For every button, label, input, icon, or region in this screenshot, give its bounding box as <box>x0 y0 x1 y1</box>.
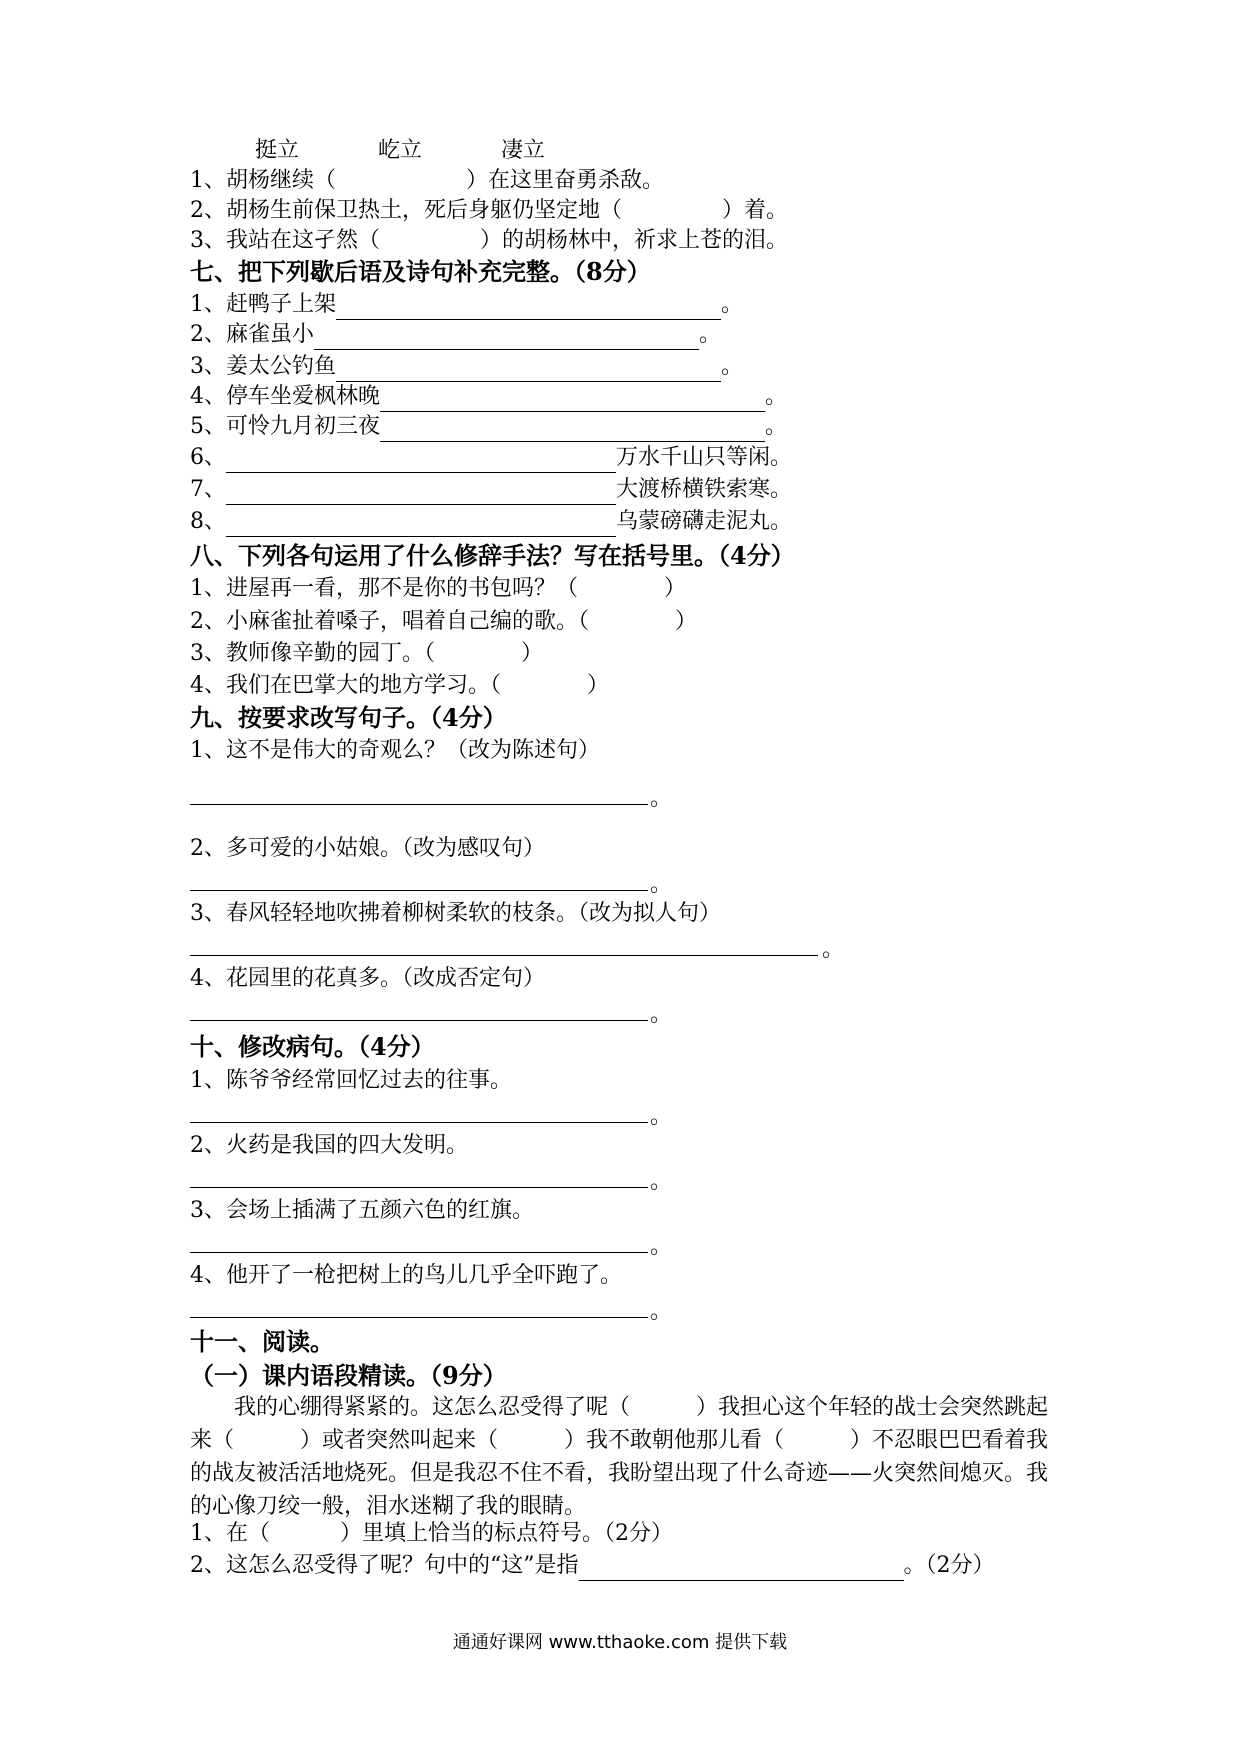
answer-line[interactable] <box>226 448 616 473</box>
item-text: 2、小麻雀扯着嗓子，唱着自己编的歌。（ <box>190 609 589 634</box>
question-text: 2、火药是我国的四大发明。 <box>190 1133 468 1158</box>
answer-line[interactable] <box>190 780 648 805</box>
item-text: 2、胡杨生前保卫热土，死后身躯仍坚定地（ <box>190 198 622 223</box>
answer-line[interactable] <box>190 996 648 1021</box>
fill-item <box>190 671 609 701</box>
item-text: 6、 <box>190 445 226 470</box>
fill-item <box>190 412 787 442</box>
word-option: 凄立 <box>501 138 546 163</box>
question-text: 3、春风轻轻地吹拂着柳树柔软的枝条。（改为拟人句） <box>190 901 721 926</box>
section-heading: 九、按要求改写句子。（4分） <box>190 703 507 732</box>
word-option: 挺立 <box>255 138 300 163</box>
item-text: 。 <box>765 414 788 439</box>
item-text: 1、进屋再一看，那不是你的书包吗？（ <box>190 576 578 601</box>
answer-line[interactable] <box>226 480 616 505</box>
answer-line[interactable] <box>336 295 721 320</box>
fill-item <box>190 290 743 320</box>
item-text: 4、我们在巴掌大的地方学习。（ <box>190 673 501 698</box>
item-text: 1、赶鸭子上架 <box>190 292 336 317</box>
item-text: 1、在（ <box>190 1521 270 1546</box>
fill-item <box>190 382 787 412</box>
item-text: 5、可怜九月初三夜 <box>190 414 380 439</box>
item-text: 。 <box>721 292 744 317</box>
period: 。 <box>650 1234 673 1259</box>
passage-text: 我的心绷得紧紧的。这怎么忍受得了呢（ <box>234 1395 631 1420</box>
item-text: ）里填上恰当的标点符号。（2分） <box>340 1521 673 1546</box>
answer-line[interactable] <box>579 1556 904 1581</box>
answer-line[interactable] <box>314 325 699 350</box>
fill-item <box>190 226 788 256</box>
fill-item <box>190 166 664 196</box>
answer-line[interactable] <box>190 1098 648 1123</box>
item-text: 万水千山只等闲。 <box>616 445 793 470</box>
item-text: 7、 <box>190 477 226 502</box>
fill-item <box>190 607 697 637</box>
passage-text: ）我不敢朝他那儿看（ <box>564 1428 785 1453</box>
fill-item <box>190 196 788 226</box>
fill-item <box>190 475 792 505</box>
item-text: 。 <box>765 384 788 409</box>
answer-line[interactable] <box>226 512 616 537</box>
period: 。 <box>650 1169 673 1194</box>
item-text: 。（2分） <box>903 1553 995 1578</box>
answer-line[interactable] <box>190 866 648 891</box>
word-options <box>255 136 545 166</box>
item-text: 3、我站在这孑然（ <box>190 228 380 253</box>
item-text: 3、教师像辛勤的园丁。（ <box>190 641 435 666</box>
item-text: 3、姜太公钓鱼 <box>190 354 336 379</box>
period: 。 <box>650 1104 673 1129</box>
item-text: 。 <box>721 354 744 379</box>
reading-passage <box>190 1391 1060 1523</box>
fill-item <box>190 507 792 537</box>
answer-line[interactable] <box>336 357 721 382</box>
item-text: ） <box>587 673 610 698</box>
question-text: 4、花园里的花真多。（改成否定句） <box>190 966 545 991</box>
period: 。 <box>822 937 845 962</box>
subsection-heading: （一）课内语段精读。（9分） <box>190 1361 507 1390</box>
item-text: ） <box>675 609 698 634</box>
item-text: ）的胡杨林中，祈求上苍的泪。 <box>480 228 789 253</box>
answer-line[interactable] <box>380 417 765 442</box>
item-text: 2、这怎么忍受得了呢？句中的“这”是指 <box>190 1553 579 1578</box>
fill-item <box>190 352 743 382</box>
passage-text: ）或者突然叫起来（ <box>300 1428 499 1453</box>
section-heading: 十一、阅读。 <box>190 1327 334 1356</box>
period: 。 <box>650 1002 673 1027</box>
item-text: ） <box>664 576 687 601</box>
fill-item <box>190 443 792 473</box>
item-text: 。 <box>699 322 722 347</box>
passage-text: ）不忍眼巴巴看着我的战友被活活地烧死。但是我忍不住不看，我盼望出现了什么奇迹——火突然间熄灭。我的心像刀绞一般，泪水迷糊了我的眼睛。 <box>190 1428 1049 1519</box>
section-heading: 七、把下列歇后语及诗句补充完整。（8分） <box>190 257 651 286</box>
fill-item <box>190 1519 673 1549</box>
item-text: ）在这里奋勇杀敌。 <box>466 168 665 193</box>
fill-item <box>190 639 543 669</box>
period: 。 <box>650 872 673 897</box>
item-text: 4、停车坐爱枫林晚 <box>190 384 380 409</box>
answer-line[interactable] <box>380 387 765 412</box>
section-heading: 八、下列各句运用了什么修辞手法？写在括号里。（4分） <box>190 541 795 570</box>
answer-line[interactable] <box>190 1228 648 1253</box>
fill-item <box>190 574 686 604</box>
answer-line[interactable] <box>190 931 818 956</box>
question-text: 3、会场上插满了五颜六色的红旗。 <box>190 1198 534 1223</box>
item-text: 1、胡杨继续（ <box>190 168 336 193</box>
answer-line[interactable] <box>190 1293 648 1318</box>
passage-text: ）我担心这个年轻的战士会突然跳起来（ <box>190 1395 1049 1453</box>
item-text: 2、麻雀虽小 <box>190 322 314 347</box>
footer-credit: 通通好课网 www.tthaoke.com 提供下载 <box>452 1632 788 1653</box>
item-text: ） <box>521 641 544 666</box>
question-text: 2、多可爱的小姑娘。（改为感叹句） <box>190 836 545 861</box>
question-text: 1、陈爷爷经常回忆过去的往事。 <box>190 1068 512 1093</box>
period: 。 <box>650 786 673 811</box>
item-text: 乌蒙磅礴走泥丸。 <box>616 509 793 534</box>
answer-line[interactable] <box>190 1163 648 1188</box>
item-text: ）着。 <box>722 198 789 223</box>
word-option: 屹立 <box>378 138 423 163</box>
period: 。 <box>650 1299 673 1324</box>
fill-item <box>190 320 721 350</box>
fill-item <box>190 1551 995 1581</box>
item-text: 8、 <box>190 509 226 534</box>
question-text: 1、这不是伟大的奇观么？（改为陈述句） <box>190 738 600 763</box>
section-heading: 十、修改病句。（4分） <box>190 1032 435 1061</box>
question-text: 4、他开了一枪把树上的鸟儿几乎全吓跑了。 <box>190 1263 622 1288</box>
item-text: 大渡桥横铁索寒。 <box>616 477 793 502</box>
